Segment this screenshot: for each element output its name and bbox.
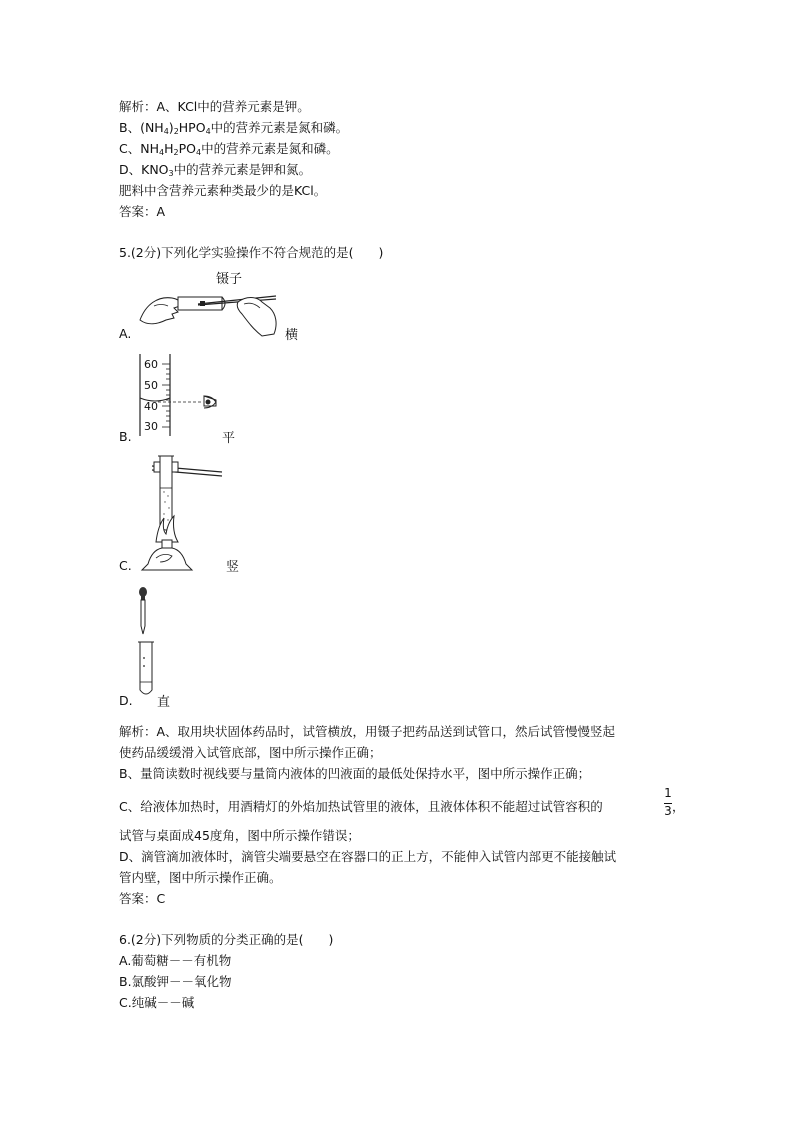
- q4-analysis-b: B、$(NH_4)_2HPO_4$中的营养元素是氮和磷。: [119, 120, 349, 136]
- q5-fraction-denominator: 3: [664, 804, 672, 818]
- q4-analysis-c: C、$NH_4H_2PO_4$中的营养元素是氮和磷。: [119, 141, 339, 157]
- q5-analysis-d2: 管内壁，图中所示操作正确。: [119, 870, 282, 885]
- q5-b-tick-50: 50: [144, 379, 158, 392]
- q5-option-b-caption: 平: [222, 431, 236, 446]
- q5-analysis-a1: 解析：A、取用块状固体药品时，试管横放，用镊子把药品送到试管口，然后试管慢慢竖起: [119, 724, 616, 739]
- q4-answer: 答案：A: [119, 204, 166, 219]
- q5-b-tick-30: 30: [144, 420, 158, 433]
- q6-option-a: A.葡萄糖－－有机物: [119, 953, 232, 968]
- q5-option-d-letter: D.: [119, 693, 133, 708]
- q5-b-tick-40: 40: [144, 400, 158, 413]
- q6-option-b: B.氯酸钾－－氧化物: [119, 974, 232, 989]
- q5-c-figure: [138, 452, 228, 577]
- q5-d-figure: [136, 586, 166, 698]
- q5-a-tweezers-label: 镊子: [216, 272, 243, 287]
- q4-analysis-d: D、$KNO_3$中的营养元素是钾和氮。: [119, 162, 312, 178]
- q5-option-a-letter: A.: [119, 326, 132, 341]
- q5-analysis-d1: D、滴管滴加液体时，滴管尖端要悬空在容器口的正上方，不能伸入试管内部更不能接触试: [119, 849, 617, 864]
- q4-analysis-a: 解析：A、KCl中的营养元素是钾。: [119, 99, 310, 114]
- q5-fraction-numerator: 1: [664, 786, 672, 800]
- q5-analysis-b: B、量筒读数时视线要与量筒内液体的凹液面的最低处保持水平，图中所示操作正确；: [119, 766, 591, 781]
- q5-question: 5.(2分)下列化学实验操作不符合规范的是( ): [119, 245, 384, 260]
- q6-option-c: C.纯碱－－碱: [119, 995, 195, 1010]
- q4-conclusion: 肥料中含营养元素种类最少的是KCl。: [119, 183, 327, 198]
- q5-option-c-letter: C.: [119, 558, 132, 573]
- q6-question: 6.(2分)下列物质的分类正确的是( ): [119, 932, 334, 947]
- q5-answer: 答案：C: [119, 891, 166, 906]
- q5-option-b-letter: B.: [119, 429, 132, 444]
- q5-option-d-caption: 直: [157, 695, 171, 710]
- q5-analysis-a2: 使药品缓缓滑入试管底部，图中所示操作正确；: [119, 745, 382, 760]
- q5-fraction-tail: ，: [672, 799, 685, 814]
- q5-analysis-c2: 试管与桌面成45度角，图中所示操作错误；: [119, 828, 360, 843]
- q5-analysis-c1: C、给液体加热时，用酒精灯的外焰加热试管里的液体，且液体体积不能超过试管容积的: [119, 799, 603, 814]
- q5-option-c-caption: 竖: [226, 560, 240, 575]
- q5-option-a-caption: 横: [285, 328, 299, 343]
- q5-b-tick-60: 60: [144, 358, 158, 371]
- q5-a-figure: [138, 282, 283, 342]
